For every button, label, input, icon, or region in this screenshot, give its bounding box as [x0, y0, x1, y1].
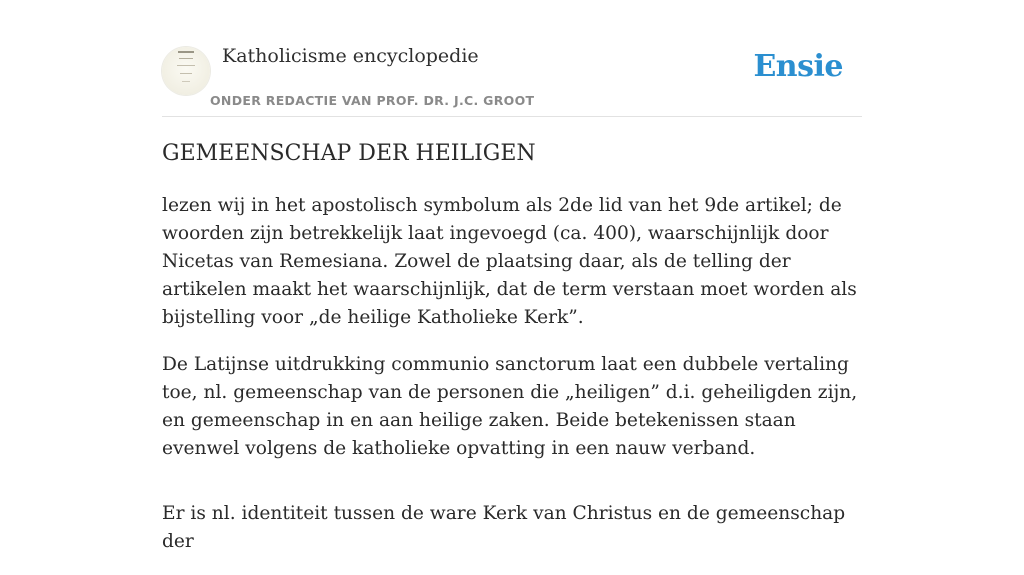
site-subtitle: ONDER REDACTIE VAN PROF. DR. J.C. GROOT	[210, 93, 535, 108]
site-header	[162, 0, 862, 117]
brand-logo[interactable]: Ensie	[753, 49, 843, 84]
paragraph: De Latijnse uitdrukking communio sanctorum laat een dubbele vertaling toe, nl. gemeenschap van de personen die „heiligen” d.i. geheiligden zijn, en gemeenschap in en aan heilige zaken. Beide betekenissen staan evenwel volgens de katholieke opvatting in een nauw verband.	[162, 354, 858, 459]
paragraph: Er is nl. identiteit tussen de ware Kerk van Christus en de gemeenschap der	[162, 503, 846, 552]
article-body	[162, 192, 862, 575]
paragraph: lezen wij in het apostolisch symbolum als 2de lid van het 9de artikel; de woorden zijn betrekkelijk laat ingevoegd (ca. 400), waarschijnlijk door Nicetas van Remesiana. Zowel de plaatsing daar, als de telling der artikelen maakt het waarschijnlijk, dat de term verstaan moet worden als bijstelling voor „de heilige Katholieke Kerk”.	[162, 195, 857, 328]
page	[162, 0, 862, 552]
book-cover-icon[interactable]	[162, 47, 210, 95]
site-title[interactable]: Katholicisme encyclopedie	[222, 45, 479, 67]
article-title: GEMEENSCHAP DER HEILIGEN	[162, 141, 536, 166]
